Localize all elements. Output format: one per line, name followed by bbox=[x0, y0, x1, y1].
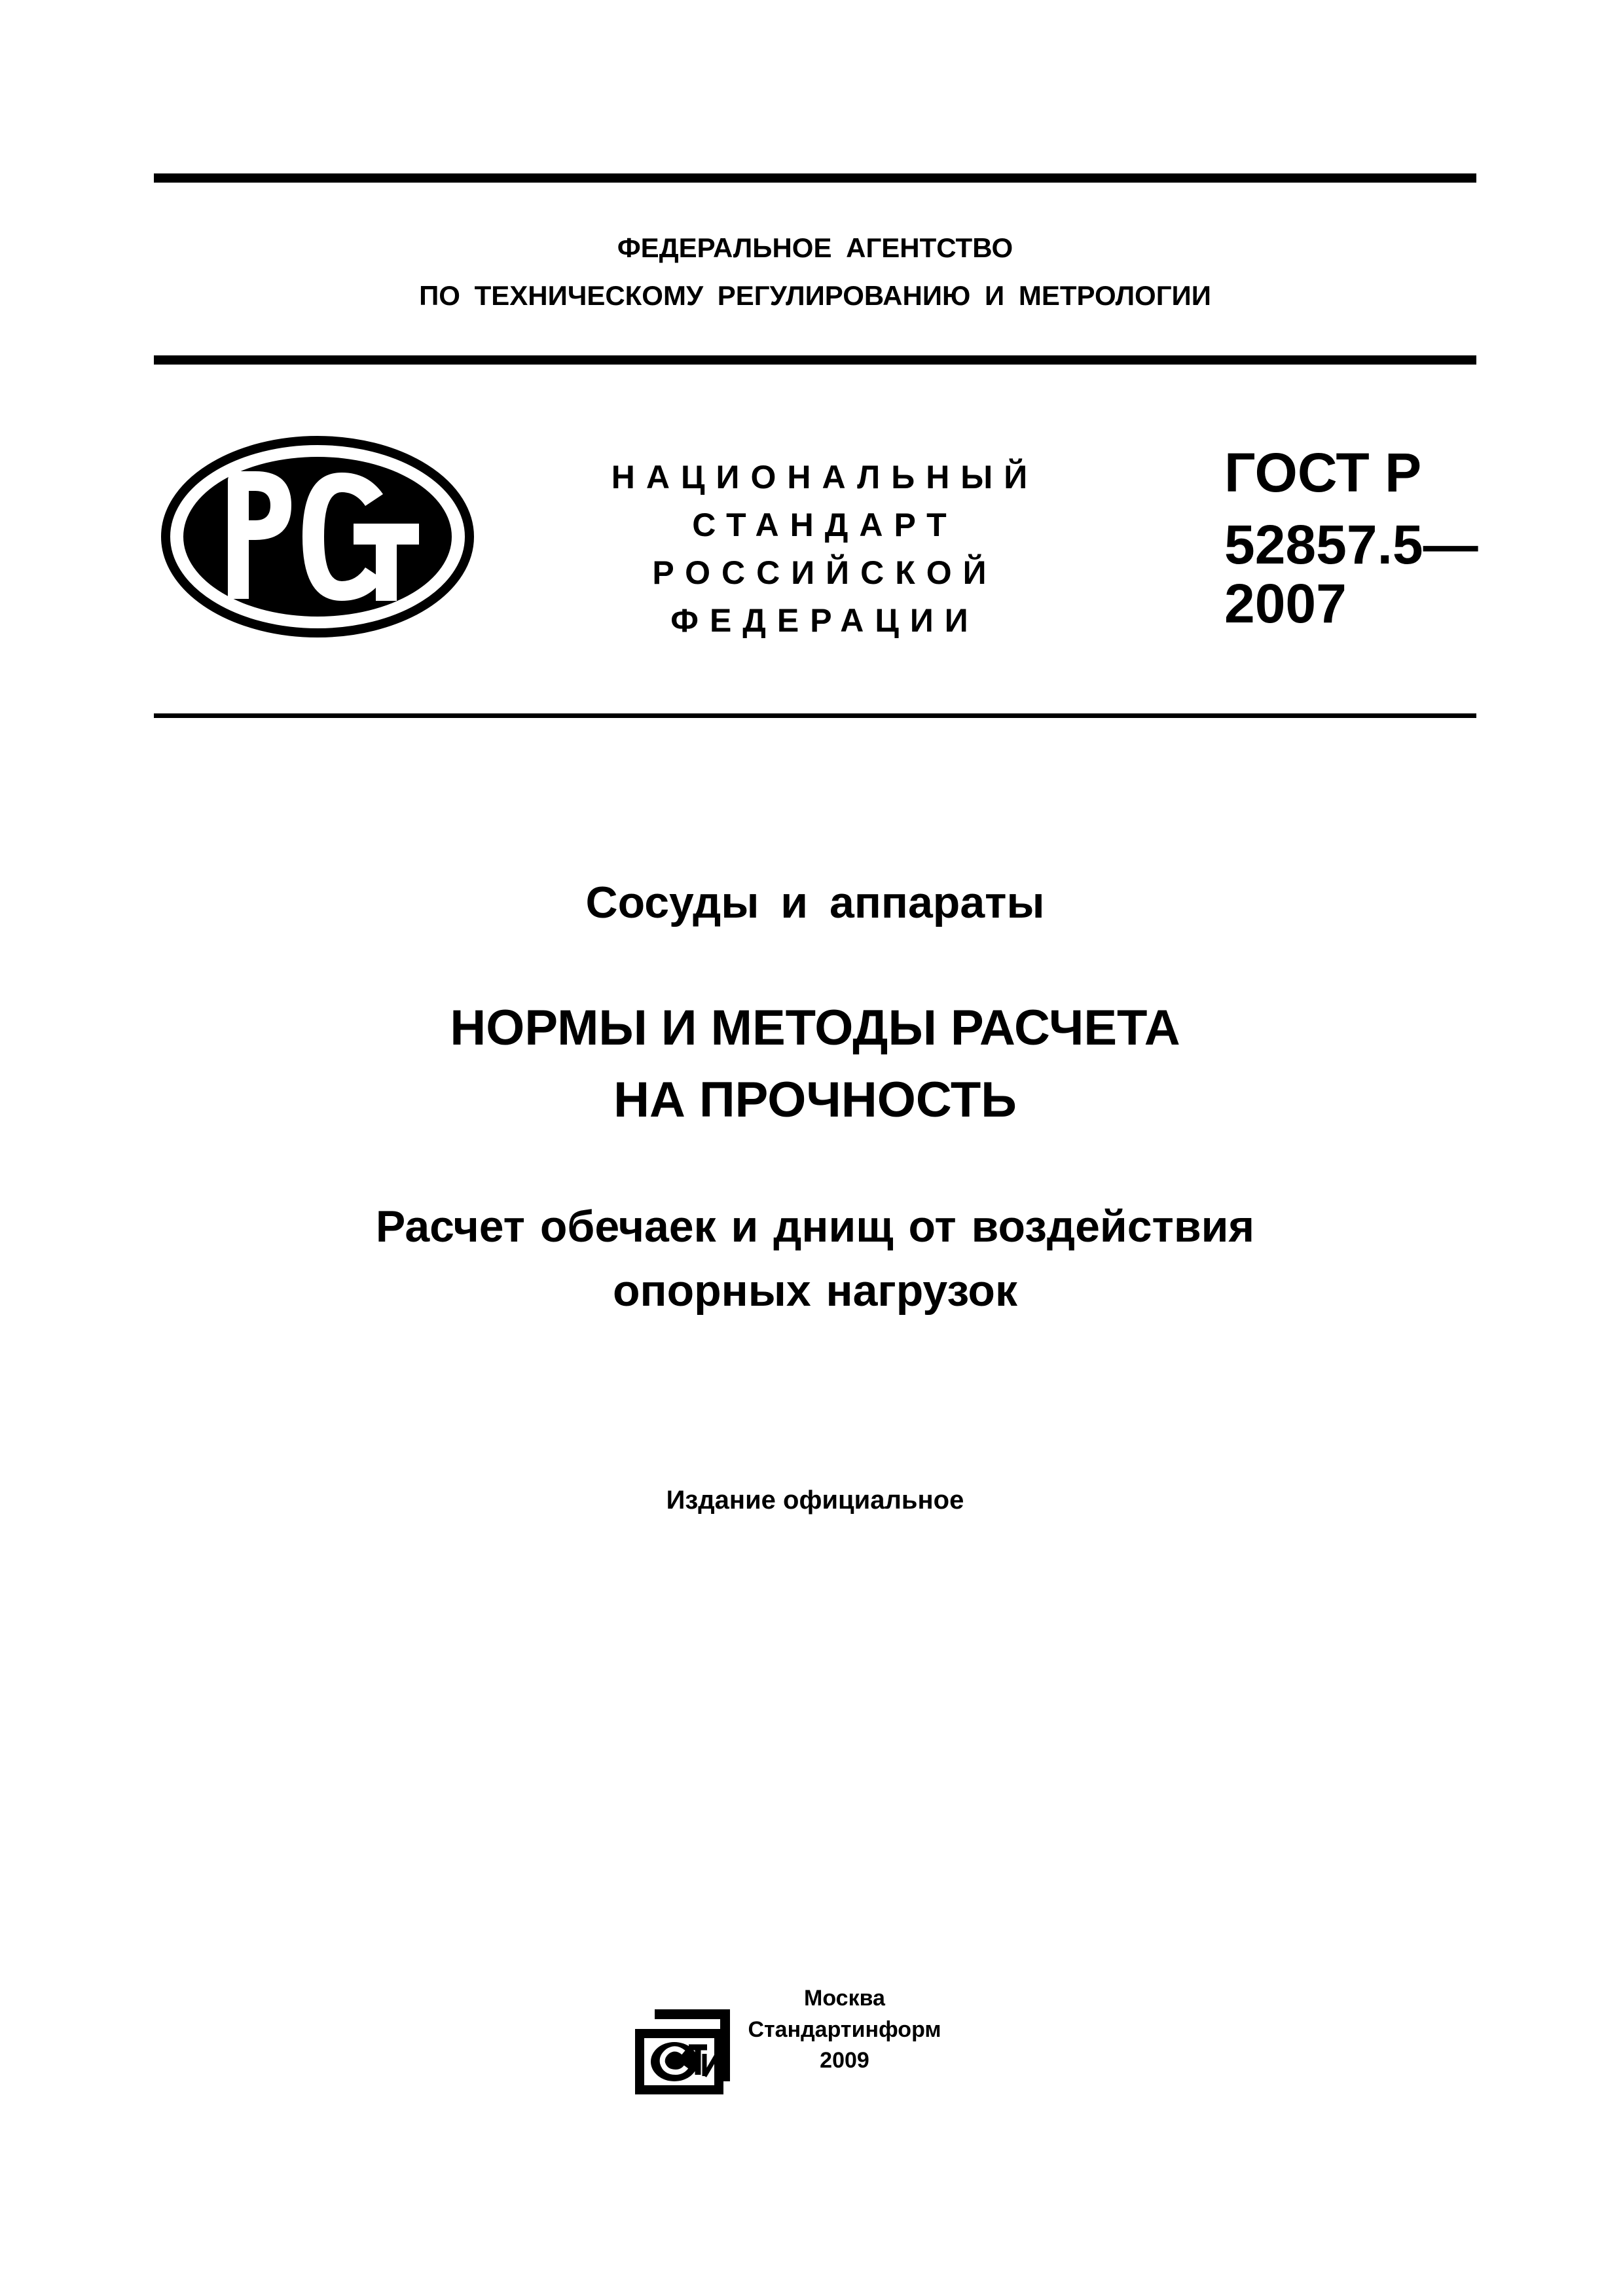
designation-line-2: 52857.5— bbox=[1224, 514, 1478, 575]
document-subject: Сосуды и аппараты bbox=[585, 878, 1045, 927]
national-standard-line-2: СТАНДАРТ bbox=[692, 507, 958, 543]
document-title-line-2: НА ПРОЧНОСТЬ bbox=[613, 1072, 1017, 1128]
agency-line-1: ФЕДЕРАЛЬНОЕ АГЕНТСТВО bbox=[617, 232, 1013, 263]
agency-line-2: ПО ТЕХНИЧЕСКОМУ РЕГУЛИРОВАНИЮ И МЕТРОЛОГИИ bbox=[419, 280, 1211, 311]
publisher-city: Москва bbox=[804, 1986, 885, 2011]
designation-line-3: 2007 bbox=[1224, 573, 1347, 634]
document-subtitle-line-2: опорных нагрузок bbox=[613, 1266, 1017, 1316]
document-title-line-1: НОРМЫ И МЕТОДЫ РАСЧЕТА bbox=[450, 1000, 1180, 1056]
agency-bottom-rule bbox=[154, 355, 1476, 365]
publisher-name: Стандартинформ bbox=[748, 2017, 941, 2042]
designation-line-1: ГОСТ Р bbox=[1224, 442, 1422, 503]
publication-year: 2009 bbox=[820, 2048, 869, 2073]
document-subtitle-line-1: Расчет обечаек и днищ от воздействия bbox=[375, 1202, 1255, 1251]
header-bottom-rule bbox=[154, 713, 1476, 718]
national-standard-line-1: НАЦИОНАЛЬНЫЙ bbox=[611, 459, 1039, 495]
publisher-block bbox=[629, 1983, 956, 2121]
rst-emblem-icon bbox=[157, 432, 478, 641]
edition-label: Издание официальное bbox=[666, 1486, 964, 1515]
national-standard-line-3: РОССИЙСКОЙ bbox=[652, 554, 998, 591]
top-rule bbox=[154, 173, 1476, 183]
national-standard-line-4: ФЕДЕРАЦИИ bbox=[670, 602, 979, 639]
standartinform-logo-icon bbox=[629, 2003, 733, 2101]
